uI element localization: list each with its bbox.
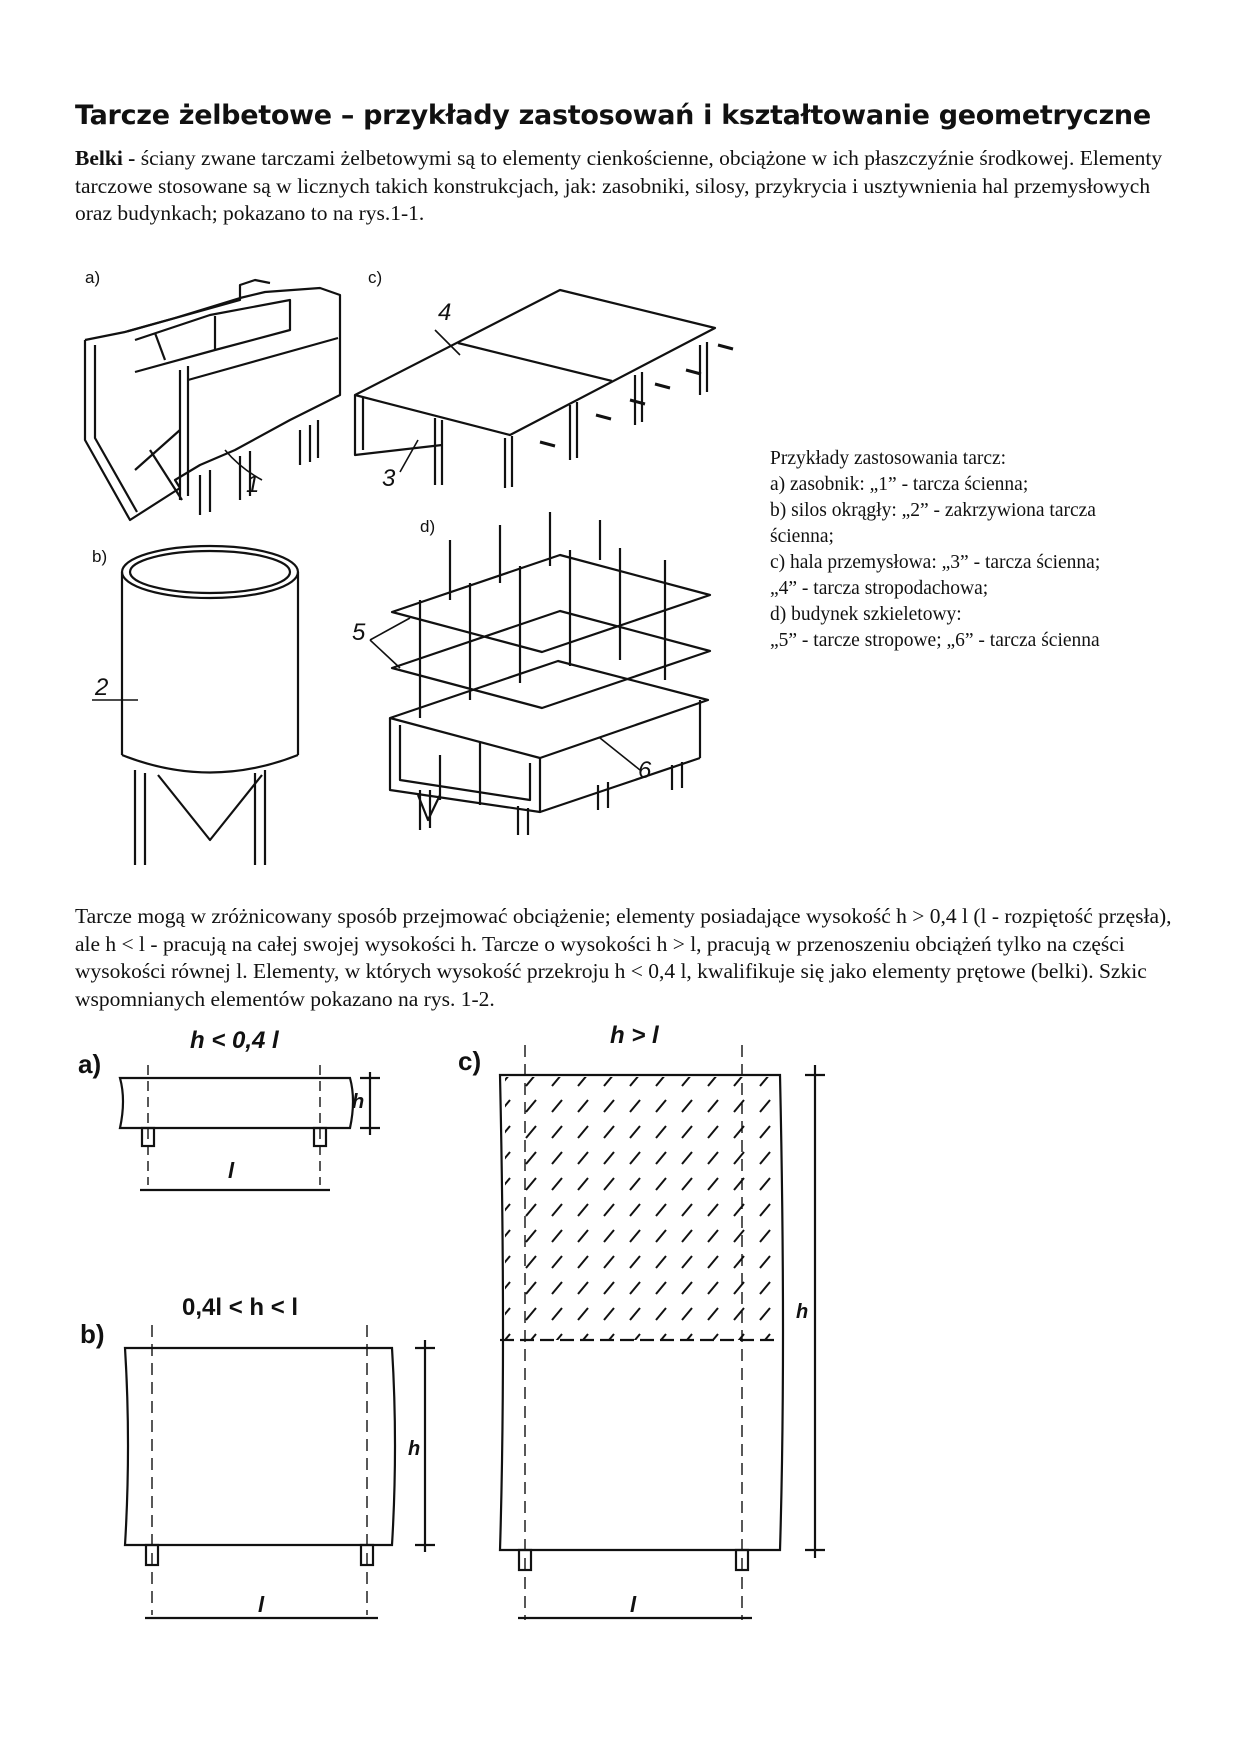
fig2-b-h: h (408, 1438, 421, 1460)
fig1-label-b: b) (92, 547, 108, 566)
fig2-condition-c: h > l (610, 1022, 659, 1049)
intro-text: ściany zwane tarczami żelbetowymi są to elementy cienkościenne, obciążone w ich płaszczyźnie środkowej. Elementy tarczowe stosowane są w licznych takich konstrukcjach, jak: zasobniki, silosy, przykrycia i usztywnienia hal przemysłowych oraz budynkach; pokazano to na rys.1-1. (75, 146, 1163, 225)
fig1-callout-3: 3 (382, 465, 396, 492)
fig2-a-l: l (228, 1158, 235, 1183)
fig1-callout-6: 6 (638, 757, 652, 784)
fig1-label-d: d) (420, 517, 436, 536)
fig2-panel-a (120, 1065, 380, 1190)
caption-line: d) budynek szkieletowy: (770, 604, 962, 625)
page-title: Tarcze żelbetowe – przykłady zastosowań i kształtowanie geometryczne (75, 100, 1151, 131)
caption-line: c) hala przemysłowa: „3” - tarcza ścienna; (770, 552, 1101, 573)
fig1-callout-5: 5 (352, 619, 366, 646)
fig2-panel-b (125, 1325, 435, 1618)
fig2-c-l: l (630, 1592, 637, 1617)
fig2-condition-b: 0,4l < h < l (182, 1294, 299, 1321)
caption-line: „5” - tarcze stropowe; „6” - tarcza ścienna (770, 630, 1100, 651)
paragraph-2: Tarcze mogą w zróżnicowany sposób przejmować obciążenie; elementy posiadające wysokość h > 0,4 l (l - rozpiętość przęsła), ale h < l - pracują na całej swojej wysokości h. Tarcze o wysokości h > l, pracują w przenoszeniu obciążeń tylko na części wysokości równej l. Elementy, w których wysokość przekroju h < 0,4 l, kwalifikuje się jako elementy prętowe (belki). Szkic wspomnianych elementów pokazano na rys. 1-2. (75, 904, 1172, 1011)
fig1-callout-2: 2 (95, 674, 109, 701)
fig1-callout-1: 1 (246, 471, 260, 498)
intro-lead: Belki - (75, 146, 136, 170)
fig2-panel-c (500, 1045, 825, 1620)
caption-line: ścienna; (770, 526, 834, 547)
fig2-label-b: b) (80, 1319, 105, 1349)
caption-line: Przykłady zastosowania tarcz: (770, 448, 1007, 469)
fig2-c-h: h (796, 1301, 809, 1323)
fig2-condition-a: h < 0,4 l (190, 1027, 279, 1054)
fig2-b-l: l (258, 1592, 265, 1617)
caption-line: a) zasobnik: „1” - tarcza ścienna; (770, 474, 1029, 495)
fig2-label-a: a) (78, 1049, 102, 1079)
fig2-label-c: c) (458, 1046, 482, 1076)
fig1-label-c: c) (368, 268, 383, 287)
caption-line: b) silos okrągły: „2” - zakrzywiona tarcza (770, 500, 1096, 521)
fig1-label-a: a) (85, 268, 101, 287)
fig2-a-h: h (352, 1091, 365, 1113)
caption-line: „4” - tarcza stropodachowa; (770, 578, 989, 599)
fig1-callout-4: 4 (438, 299, 452, 326)
